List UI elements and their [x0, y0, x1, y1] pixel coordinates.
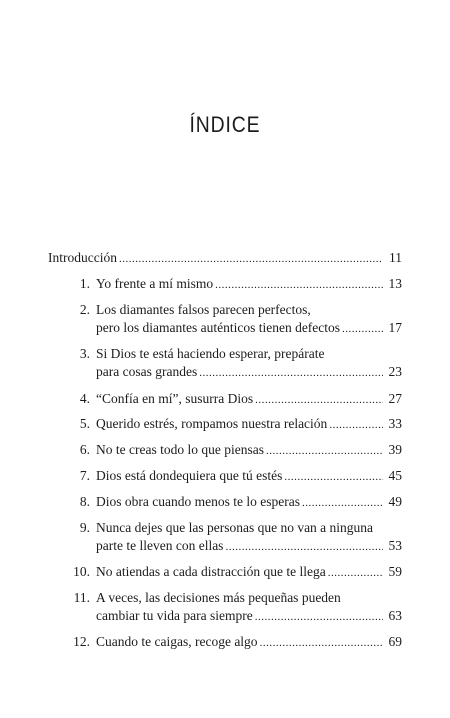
toc-line [96, 563, 402, 581]
toc-entry-number: 7. [79, 468, 90, 483]
toc-line [96, 633, 402, 651]
toc-entry-number: 5. [79, 416, 90, 431]
toc-line [96, 415, 402, 433]
toc-entry-number: 3. [79, 346, 90, 361]
toc-entry-number: 11. [73, 590, 90, 605]
dot-leader [119, 250, 383, 268]
toc-entry-title: Querido estrés, rompamos nuestra relación [96, 416, 328, 431]
toc-entry-number: 9. [79, 520, 90, 535]
toc-entry-title: Dios obra cuando menos te lo esperas [96, 494, 300, 509]
toc-entry-number: 10. [73, 564, 90, 579]
toc-entry-title: cambiar tu vida para siempre [96, 608, 253, 623]
toc-entry-title: para cosas grandes [96, 364, 198, 379]
toc-line [96, 319, 402, 337]
toc-line [96, 537, 402, 555]
toc-page-number: 27 [388, 391, 402, 406]
toc-page-number: 39 [388, 442, 402, 457]
toc-entry-title: Yo frente a mí mismo [96, 276, 214, 291]
dot-leader [342, 320, 383, 338]
toc-line [96, 589, 402, 607]
toc-entry-title: No te creas todo lo que piensas [96, 442, 264, 457]
dot-leader [329, 416, 383, 434]
toc-line [48, 249, 402, 267]
toc-line [96, 275, 402, 293]
dot-leader [302, 494, 383, 512]
dot-leader [328, 564, 383, 582]
toc-page-number: 49 [388, 494, 402, 509]
dot-leader [225, 538, 383, 556]
toc-entry-title: “Confía en mí”, susurra Dios [96, 391, 254, 406]
toc-page-number: 23 [388, 364, 402, 379]
dot-leader [199, 364, 383, 382]
toc-line [96, 390, 402, 408]
toc-page-number: 69 [388, 634, 402, 649]
toc-entry-title: Si Dios te está haciendo esperar, prepárate [96, 346, 325, 361]
dot-leader [255, 391, 383, 409]
toc-page-number: 63 [388, 608, 402, 623]
toc-entry-title: A veces, las decisiones más pequeñas pueden [96, 590, 341, 605]
toc-page-number: 45 [388, 468, 402, 483]
toc-page-number: 59 [388, 564, 402, 579]
toc-line [96, 441, 402, 459]
toc-page-number: 17 [388, 320, 402, 335]
toc-entry-title: Los diamantes falsos parecen perfectos, [96, 302, 311, 317]
toc-entry-title: parte te lleven con ellas [96, 538, 224, 553]
toc-entry-number: 12. [73, 634, 90, 649]
toc-entry-number: 8. [79, 494, 90, 509]
dot-leader [284, 468, 383, 486]
dot-leader [255, 608, 383, 626]
toc-line [96, 607, 402, 625]
toc-entry-number: 4. [79, 391, 90, 406]
toc-page-number: 33 [388, 416, 402, 431]
dot-leader [260, 634, 383, 652]
page-title: ÍNDICE [189, 112, 261, 137]
toc-line [96, 467, 402, 485]
toc-line [96, 363, 402, 381]
toc-page-number: 13 [388, 276, 402, 291]
toc-entry-title: Introducción [48, 250, 117, 265]
toc-entry-title: Cuando te caigas, recoge algo [96, 634, 258, 649]
toc-page-number: 53 [388, 538, 402, 553]
toc-line [96, 519, 402, 537]
toc-entry-title: Dios está dondequiera que tú estés [96, 468, 283, 483]
toc-entry-number: 1. [79, 276, 90, 291]
toc-entry-number: 2. [79, 302, 90, 317]
toc-entry-title: pero los diamantes auténticos tienen defectos [96, 320, 341, 335]
toc-page-number: 11 [389, 250, 402, 265]
toc-entry-title: No atiendas a cada distracción que te llega [96, 564, 326, 579]
toc-entry-title: Nunca dejes que las personas que no van a ninguna [96, 520, 374, 535]
toc-entry-number: 6. [79, 442, 90, 457]
toc-line [96, 301, 402, 319]
dot-leader [266, 442, 383, 460]
toc-line [96, 345, 402, 363]
dot-leader [215, 276, 383, 294]
toc-line [96, 493, 402, 511]
